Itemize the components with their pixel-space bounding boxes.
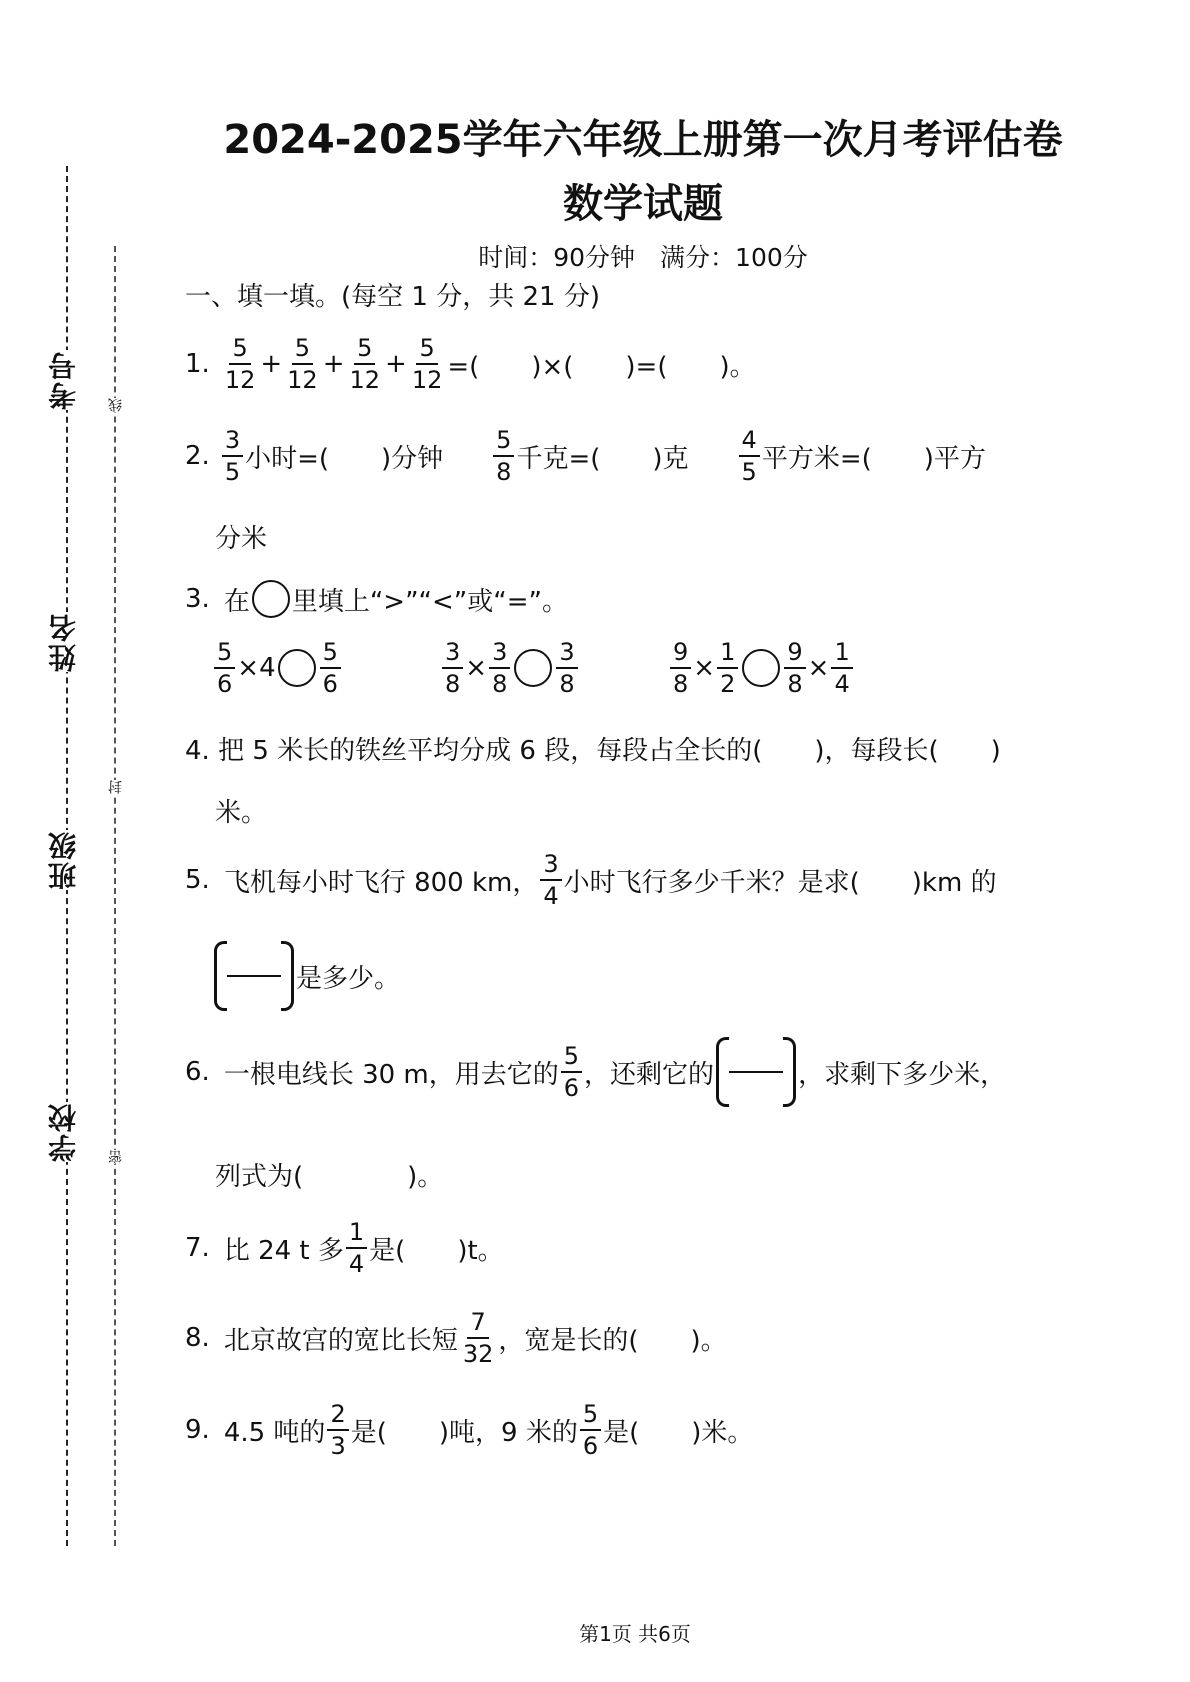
school-label: 学校 — [44, 1102, 88, 1162]
fraction: $\frac{3}{4}$ — [540, 852, 561, 908]
fraction: $\frac{5}{6}$ — [561, 1044, 582, 1100]
fraction: $\frac{5}{8}$ — [493, 428, 514, 484]
fraction: $\frac{5}{12}$ — [224, 334, 256, 394]
question-4-continued: 米。 — [215, 798, 268, 828]
answer-blank[interactable]: ，宽是长的( )。 — [498, 1325, 727, 1356]
question-6-continued — [215, 1156, 443, 1193]
question-7: 7. 比 24 t 多 $\frac{1}{4}$ 是( )t。 — [185, 1218, 504, 1278]
answer-blanks[interactable]: 4. 把 5 米长的铁丝平均分成 6 段，每段占全长的( )，每段长( ) — [185, 736, 1001, 766]
answer-circle[interactable] — [278, 649, 316, 687]
question-9: 9. 4.5 吨的 $\frac{2}{3}$ 是( )吨，9 米的 $\frac{5}{6}$ 是( )米。 — [185, 1400, 754, 1460]
question-3: 3. 在 里填上“>”“<”或“=”。 — [185, 580, 568, 618]
fraction: $\frac{5}{12}$ — [349, 334, 381, 394]
fraction: $\frac{3}{5}$ — [222, 428, 243, 484]
question-5: 5. 飞机每小时飞行 800 km， $\frac{3}{4}$ 小时飞行多少千米？是求( )km 的 — [185, 850, 997, 910]
fraction: $\frac{4}{5}$ — [739, 428, 760, 484]
exam-number-label: 考号 — [44, 350, 88, 410]
seal-char-secret: 密 — [108, 1150, 124, 1164]
answer-blank[interactable]: 列式为( )。 — [215, 1162, 444, 1192]
answer-blank[interactable]: 是( )米。 — [603, 1417, 754, 1448]
section-heading: 一、填一填。(每空 1 分，共 21 分) — [185, 282, 600, 312]
name-label: 姓名 — [44, 612, 88, 672]
answer-blank[interactable]: 是( )t。 — [369, 1235, 504, 1266]
page-subtitle: 数学试题 — [563, 181, 723, 227]
question-8: 8. 北京故宫的宽比长短 $\frac{7}{32}$ ，宽是长的( )。 — [185, 1308, 727, 1368]
question-6: 6. 一根电线长 30 m，用去它的 $\frac{5}{6}$ ，还剩它的 ，求剩下多少米， — [185, 1040, 1006, 1104]
page-title: 2024-2025学年六年级上册第一次月考评估卷 — [223, 117, 1063, 163]
question-1: 1. $\frac{5}{12}$ + $\frac{5}{12}$ + $\frac{5}{12}$ + $\frac{5}{12}$ =( )×( )=( )。 — [185, 334, 756, 394]
question-5-continued: 是多少。 — [212, 944, 400, 1008]
class-label: 班级 — [44, 830, 88, 890]
question-4 — [185, 730, 1001, 767]
seal-char-line: 线 — [108, 398, 124, 412]
answer-blank[interactable]: 平方米=( )平方 — [761, 443, 986, 474]
page-number: 第1页 共6页 — [579, 1622, 691, 1646]
answer-circle[interactable] — [514, 649, 552, 687]
fraction: $\frac{2}{3}$ — [327, 1402, 348, 1458]
seal-char-seal: 封 — [108, 780, 124, 794]
answer-blank[interactable]: 是( )吨，9 米的 — [350, 1417, 578, 1448]
answer-blank[interactable]: 小时飞行多少千米？是求( )km 的 — [563, 867, 997, 898]
answer-blank[interactable]: 小时=( )分钟 — [245, 443, 444, 474]
fraction: $\frac{5}{12}$ — [411, 334, 443, 394]
question-3c: $\frac{9}{8}$ × $\frac{1}{2}$ $\frac{9}{8}$ × $\frac{1}{4}$ — [668, 640, 855, 696]
fraction-answer-box[interactable] — [716, 1040, 796, 1104]
question-2-continued: 分米 — [215, 524, 268, 554]
answer-circle[interactable] — [742, 649, 780, 687]
fraction: $\frac{5}{12}$ — [287, 334, 318, 394]
answer-blanks[interactable]: =( )×( )=( )。 — [447, 351, 756, 382]
question-2: 2. $\frac{3}{5}$ 小时=( )分钟 $\frac{5}{8}$ 千克=( )克 $\frac{4}{5}$ 平方米=( )平方 — [185, 426, 986, 486]
exam-time-info: 时间：90分钟 满分：100分 — [478, 243, 808, 272]
question-3b: $\frac{3}{8}$ × $\frac{3}{8}$ $\frac{3}{8}$ — [440, 640, 580, 696]
compare-circle-icon — [252, 580, 290, 618]
fraction: $\frac{1}{4}$ — [346, 1220, 367, 1276]
binding-line-inner — [114, 246, 116, 1546]
fraction: $\frac{7}{32}$ — [462, 1308, 494, 1368]
question-3a: $\frac{5}{6}$ ×4 $\frac{5}{6}$ — [212, 640, 343, 696]
fraction: $\frac{5}{6}$ — [580, 1402, 601, 1458]
fraction-answer-box[interactable] — [214, 944, 294, 1008]
answer-blank[interactable]: 千克=( )克 — [516, 443, 689, 474]
